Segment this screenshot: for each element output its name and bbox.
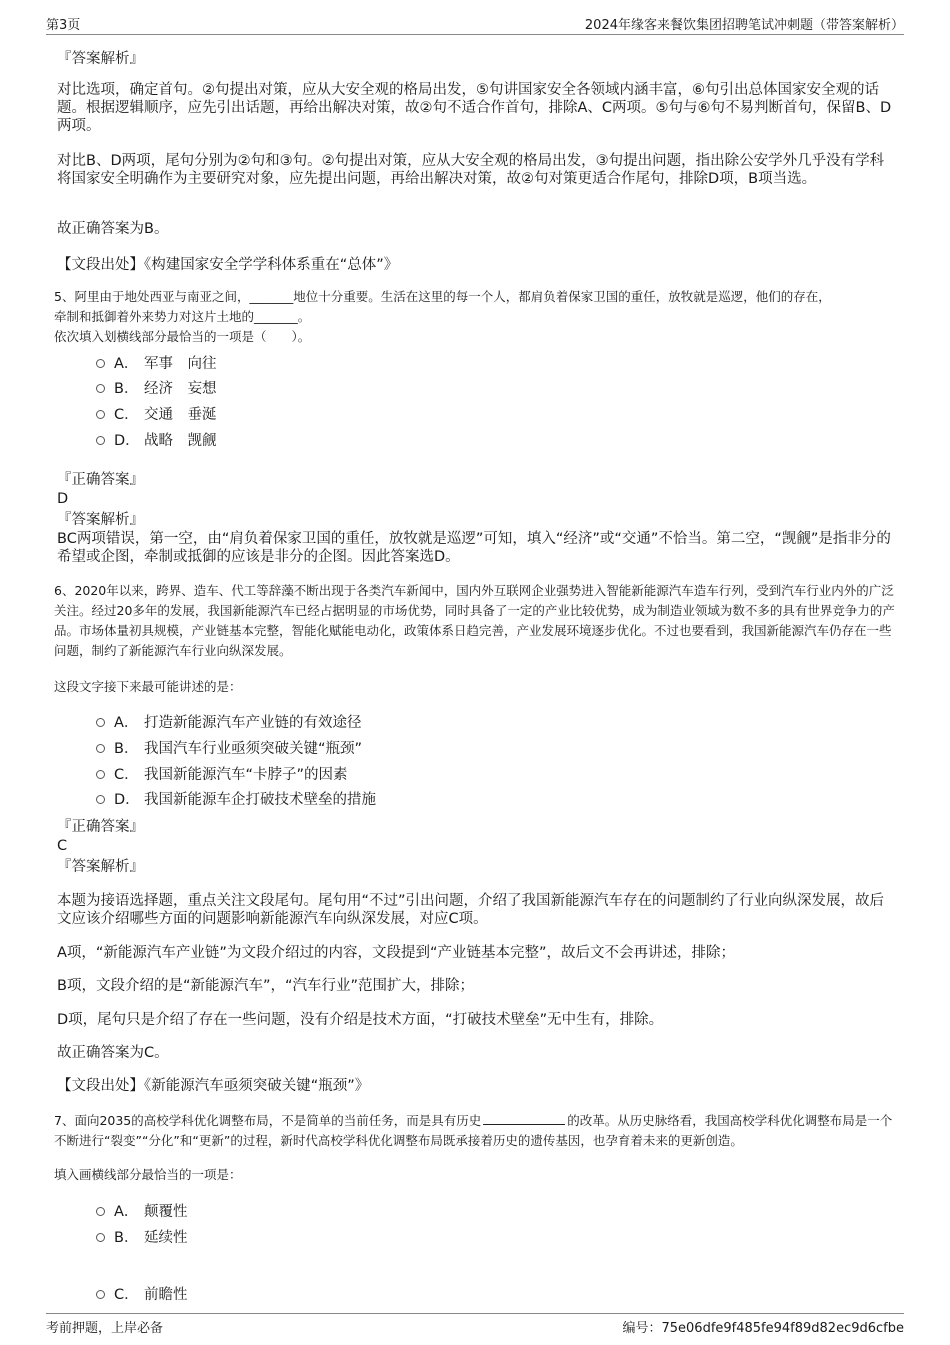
q4-source: 【文段出处】《构建国家安全学学科体系重在“总体”》 [57, 257, 399, 273]
option-text: 打造新能源汽车产业链的有效途径 [144, 714, 362, 731]
option-letter: A． [114, 714, 139, 731]
option-letter: B． [114, 1229, 139, 1246]
q4-analysis-paragraph-2: 对比B、D两项，尾句分别为②句和③句。②句提出对策，应从大安全观的格局出发，③句提出问题，指出除公安学外几乎没有学科将国家安全明确作为主要研究对象，应先提出问题，再给出解决对策，故②句对策更适合作尾句，排除D项，B项当选。 [57, 153, 885, 187]
q5-option-a[interactable] [96, 352, 217, 372]
option-text: 延续性 [144, 1229, 188, 1246]
q6-analysis-option-b: B项，文段介绍的是“新能源汽车”，“汽车行业”范围扩大，排除； [57, 978, 474, 994]
option-letter: D． [114, 791, 140, 808]
q4-conclusion: 故正确答案为B。 [57, 221, 169, 237]
radio-icon[interactable] [96, 359, 105, 368]
q5-stem [54, 287, 894, 347]
option-text: 我国新能源车企打破技术壁垒的措施 [144, 791, 376, 808]
q5-correct-label: 『正确答案』 [57, 472, 144, 488]
q7-option-c[interactable] [96, 1283, 188, 1303]
option-text: 我国新能源汽车“卡脖子”的因素 [144, 766, 348, 783]
q5-stem-line-1: 5、阿里由于地处西亚与南亚之间，_______地位十分重要。生活在这里的每一个人，都肩负着保家卫国的重任，放牧就是巡逻，他们的存在， [54, 289, 831, 304]
q7-stem-after-blank: 的改革。从历史脉络看，我国高校学科优化调整布局是一个不断进行“裂变”“分化”和“更新”的过程，新时代高校学科优化调整布局既承接着历史的遗传基因，也孕育着未来的更新创造。 [54, 1113, 893, 1148]
radio-icon[interactable] [96, 1207, 105, 1216]
q5-stem-line-2: 牵制和抵御着外来势力对这片土地的_______。 [54, 309, 311, 324]
document-code [622, 1317, 904, 1336]
option-letter: C． [114, 766, 139, 783]
q6-prompt: 这段文字接下来最可能讲述的是： [54, 679, 242, 694]
option-letter: B． [114, 740, 139, 757]
q6-correct-label: 『正确答案』 [57, 819, 144, 835]
q5-analysis: BC两项错误，第一空，由“肩负着保家卫国的重任，放牧就是巡逻”可知，填入“经济”或“交通”不恰当。第二空，“觊觎”是指非分的希望或企图，牵制或抵御的应该是非分的企图。因此答案选D。 [57, 531, 891, 565]
radio-icon[interactable] [96, 744, 105, 753]
q5-option-c[interactable] [96, 403, 217, 423]
radio-icon[interactable] [96, 718, 105, 727]
q6-answer: C [57, 838, 68, 854]
q6-conclusion: 故正确答案为C。 [57, 1045, 169, 1061]
q6-option-c[interactable] [96, 763, 348, 783]
q6-analysis-label: 『答案解析』 [57, 859, 144, 875]
option-letter: C． [114, 1286, 139, 1303]
q6-option-b[interactable] [96, 737, 362, 757]
radio-icon[interactable] [96, 436, 105, 445]
option-text: 交通 垂涎 [144, 406, 217, 423]
option-letter: D． [114, 432, 140, 449]
q5-option-d[interactable] [96, 429, 217, 449]
option-text: 战略 觊觎 [144, 432, 217, 449]
q5-option-b[interactable] [96, 377, 217, 397]
q6-source: 【文段出处】《新能源汽车亟须突破关键“瓶颈”》 [57, 1078, 370, 1094]
option-letter: B． [114, 380, 139, 397]
q4-analysis-label: 『答案解析』 [57, 51, 144, 67]
q5-prompt: 依次填入划横线部分最恰当的一项是（ ）。 [54, 329, 311, 344]
q6-analysis-option-d: D项，尾句只是介绍了存在一些问题，没有介绍是技术方面，“打破技术壁垒”无中生有，排除。 [57, 1012, 664, 1028]
q4-analysis-paragraph-1: 对比选项，确定首句。②句提出对策，应从大安全观的格局出发，⑤句讲国家安全各领域内涵丰富，⑥句引出总体国家安全观的话题。根据逻辑顺序，应先引出话题，再给出解决对策，故②句不适合作首句，排除A、C两项。⑤句与⑥句不易判断首句，保留B、D两项。 [57, 82, 892, 134]
option-text: 军事 向往 [144, 355, 217, 372]
q6-option-a[interactable] [96, 711, 362, 731]
option-text: 我国汽车行业亟须突破关键“瓶颈” [144, 740, 363, 757]
radio-icon[interactable] [96, 1233, 105, 1242]
document-title: 2024年缘客来餐饮集团招聘笔试冲刺题（带答案解析） [584, 18, 904, 33]
radio-icon[interactable] [96, 410, 105, 419]
code-value: 75e06dfe9f485fe94f89d82ec9d6cfbe [661, 1321, 904, 1336]
q7-blank [483, 1112, 565, 1125]
radio-icon[interactable] [96, 384, 105, 393]
option-text: 经济 妄想 [144, 380, 217, 397]
q5-analysis-label: 『答案解析』 [57, 512, 144, 528]
q6-stem: 6、2020年以来，跨界、造车、代工等辞藻不断出现于各类汽车新闻中，国内外互联网企业强势进入智能新能源汽车造车行列，受到汽车行业内外的广泛关注。经过20多年的发展，我国新能源汽车已经占据明显的市场优势，同时具备了一定的产业比较优势，成为制造业领域为数不多的具有世界竞争力的产品。市场体量初具规模，产业链基本完整，智能化赋能电动化，政策体系日趋完善，产业发展环境逐步优化。不过也要看到，我国新能源汽车仍存在一些问题，制约了新能源汽车行业向纵深发展。 [54, 583, 895, 658]
q5-answer: D [57, 491, 69, 507]
q6-analysis-option-a: A项，“新能源汽车产业链”为文段介绍过的内容，文段提到“产业链基本完整”，故后文不会再讲述，排除； [57, 945, 735, 961]
radio-icon[interactable] [96, 770, 105, 779]
page-number: 第3页 [46, 18, 81, 33]
radio-icon[interactable] [96, 1290, 105, 1299]
page-footer [46, 1313, 904, 1338]
code-label: 编号： [622, 1321, 662, 1336]
option-text: 颠覆性 [144, 1203, 188, 1220]
footer-slogan: 考前押题，上岸必备 [46, 1321, 164, 1336]
q7-stem [54, 1111, 899, 1151]
q6-option-d[interactable] [96, 788, 376, 808]
option-letter: A． [114, 355, 139, 372]
q6-analysis-paragraph-1: 本题为接语选择题，重点关注文段尾句。尾句用“不过”引出问题，介绍了我国新能源汽车存在的问题制约了行业向纵深发展，故后文应该介绍哪些方面的问题影响新能源汽车向纵深发展，对应C项。 [57, 893, 885, 927]
q7-option-a[interactable] [96, 1200, 188, 1220]
option-letter: A． [114, 1203, 139, 1220]
q7-option-b[interactable] [96, 1226, 188, 1246]
page-header [46, 12, 904, 35]
q7-stem-before-blank: 7、面向2035的高校学科优化调整布局，不是简单的当前任务，而是具有历史 [54, 1113, 482, 1128]
q7-prompt: 填入画横线部分最恰当的一项是： [54, 1167, 242, 1182]
radio-icon[interactable] [96, 795, 105, 804]
option-letter: C． [114, 406, 139, 423]
option-text: 前瞻性 [144, 1286, 188, 1303]
